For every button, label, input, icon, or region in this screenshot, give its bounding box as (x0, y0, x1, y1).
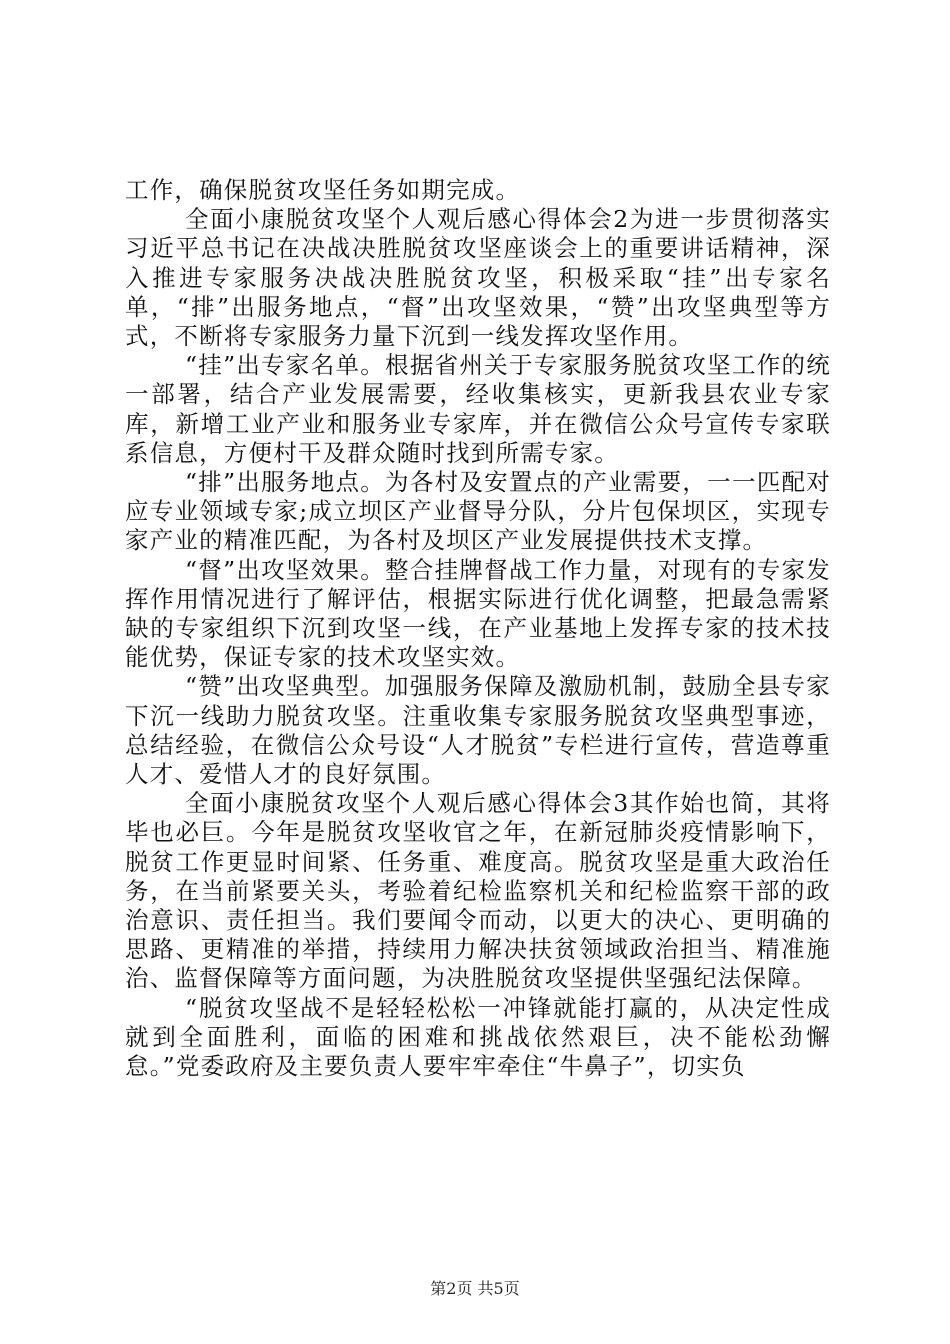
document-body (125, 176, 831, 1081)
page-number-footer: 第2页 共5页 (430, 1279, 520, 1298)
paragraph-reflection-2: 全面小康脱贫攻坚个人观后感心得体会2为进一步贯彻落实习近平总书记在决战决胜脱贫攻坚座谈会上的重要讲话精神，深入推进专家服务决战决胜脱贫攻坚，积极采取“挂”出专家名单，“排”出服务地点，“督”出攻坚效果，“赞”出攻坚典型等方式，不断将专家服务力量下沉到一线发挥攻坚作用。 (125, 205, 831, 351)
paragraph-continuation: 工作，确保脱贫攻坚任务如期完成。 (125, 176, 521, 204)
paragraph-reflection-3: 全面小康脱贫攻坚个人观后感心得体会3其作始也简，其将毕也必巨。今年是脱贫攻坚收官之年，在新冠肺炎疫情影响下，脱贫工作更显时间紧、任务重、难度高。脱贫攻坚是重大政治任务，在当前紧要关头，考验着纪检监察机关和纪检监察干部的政治意识、责任担当。我们要闻令而动，以更大的决心、更明确的思路、更精准的举措，持续用力解决扶贫领域政治担当、精准施治、监督保障等方面问题，为决胜脱贫攻坚提供坚强纪法保障。 (125, 789, 831, 993)
paragraph-pai: “排”出服务地点。为各村及安置点的产业需要，一一匹配对应专业领域专家;成立坝区产业督导分队，分片包保坝区，实现专家产业的精准匹配，为各村及坝区产业发展提供技术支撑。 (125, 468, 831, 555)
paragraph-quote: “脱贫攻坚战不是轻轻松松一冲锋就能打赢的，从决定性成就到全面胜利，面临的困难和挑战依然艰巨，决不能松劲懈怠。”党委政府及主要负责人要牢牢牵住“牛鼻子”，切实负 (125, 993, 831, 1081)
paragraph-gua: “挂”出专家名单。根据省州关于专家服务脱贫攻坚工作的统一部署，结合产业发展需要，经收集核实，更新我县农业专家库，新增工业产业和服务业专家库，并在微信公众号宣传专家联系信息，方便村干及群众随时找到所需专家。 (125, 351, 831, 467)
paragraph-zan: “赞”出攻坚典型。加强服务保障及激励机制，鼓励全县专家下沉一线助力脱贫攻坚。注重收集专家服务脱贫攻坚典型事迹，总结经验，在微信公众号设“人才脱贫”专栏进行宣传，营造尊重人才、爱惜人才的良好氛围。 (125, 672, 831, 789)
paragraph-du: “督”出攻坚效果。整合挂牌督战工作力量，对现有的专家发挥作用情况进行了解评估，根据实际进行优化调整，把最急需紧缺的专家组织下沉到攻坚一线，在产业基地上发挥专家的技术技能优势，保证专家的技术攻坚实效。 (125, 555, 831, 672)
